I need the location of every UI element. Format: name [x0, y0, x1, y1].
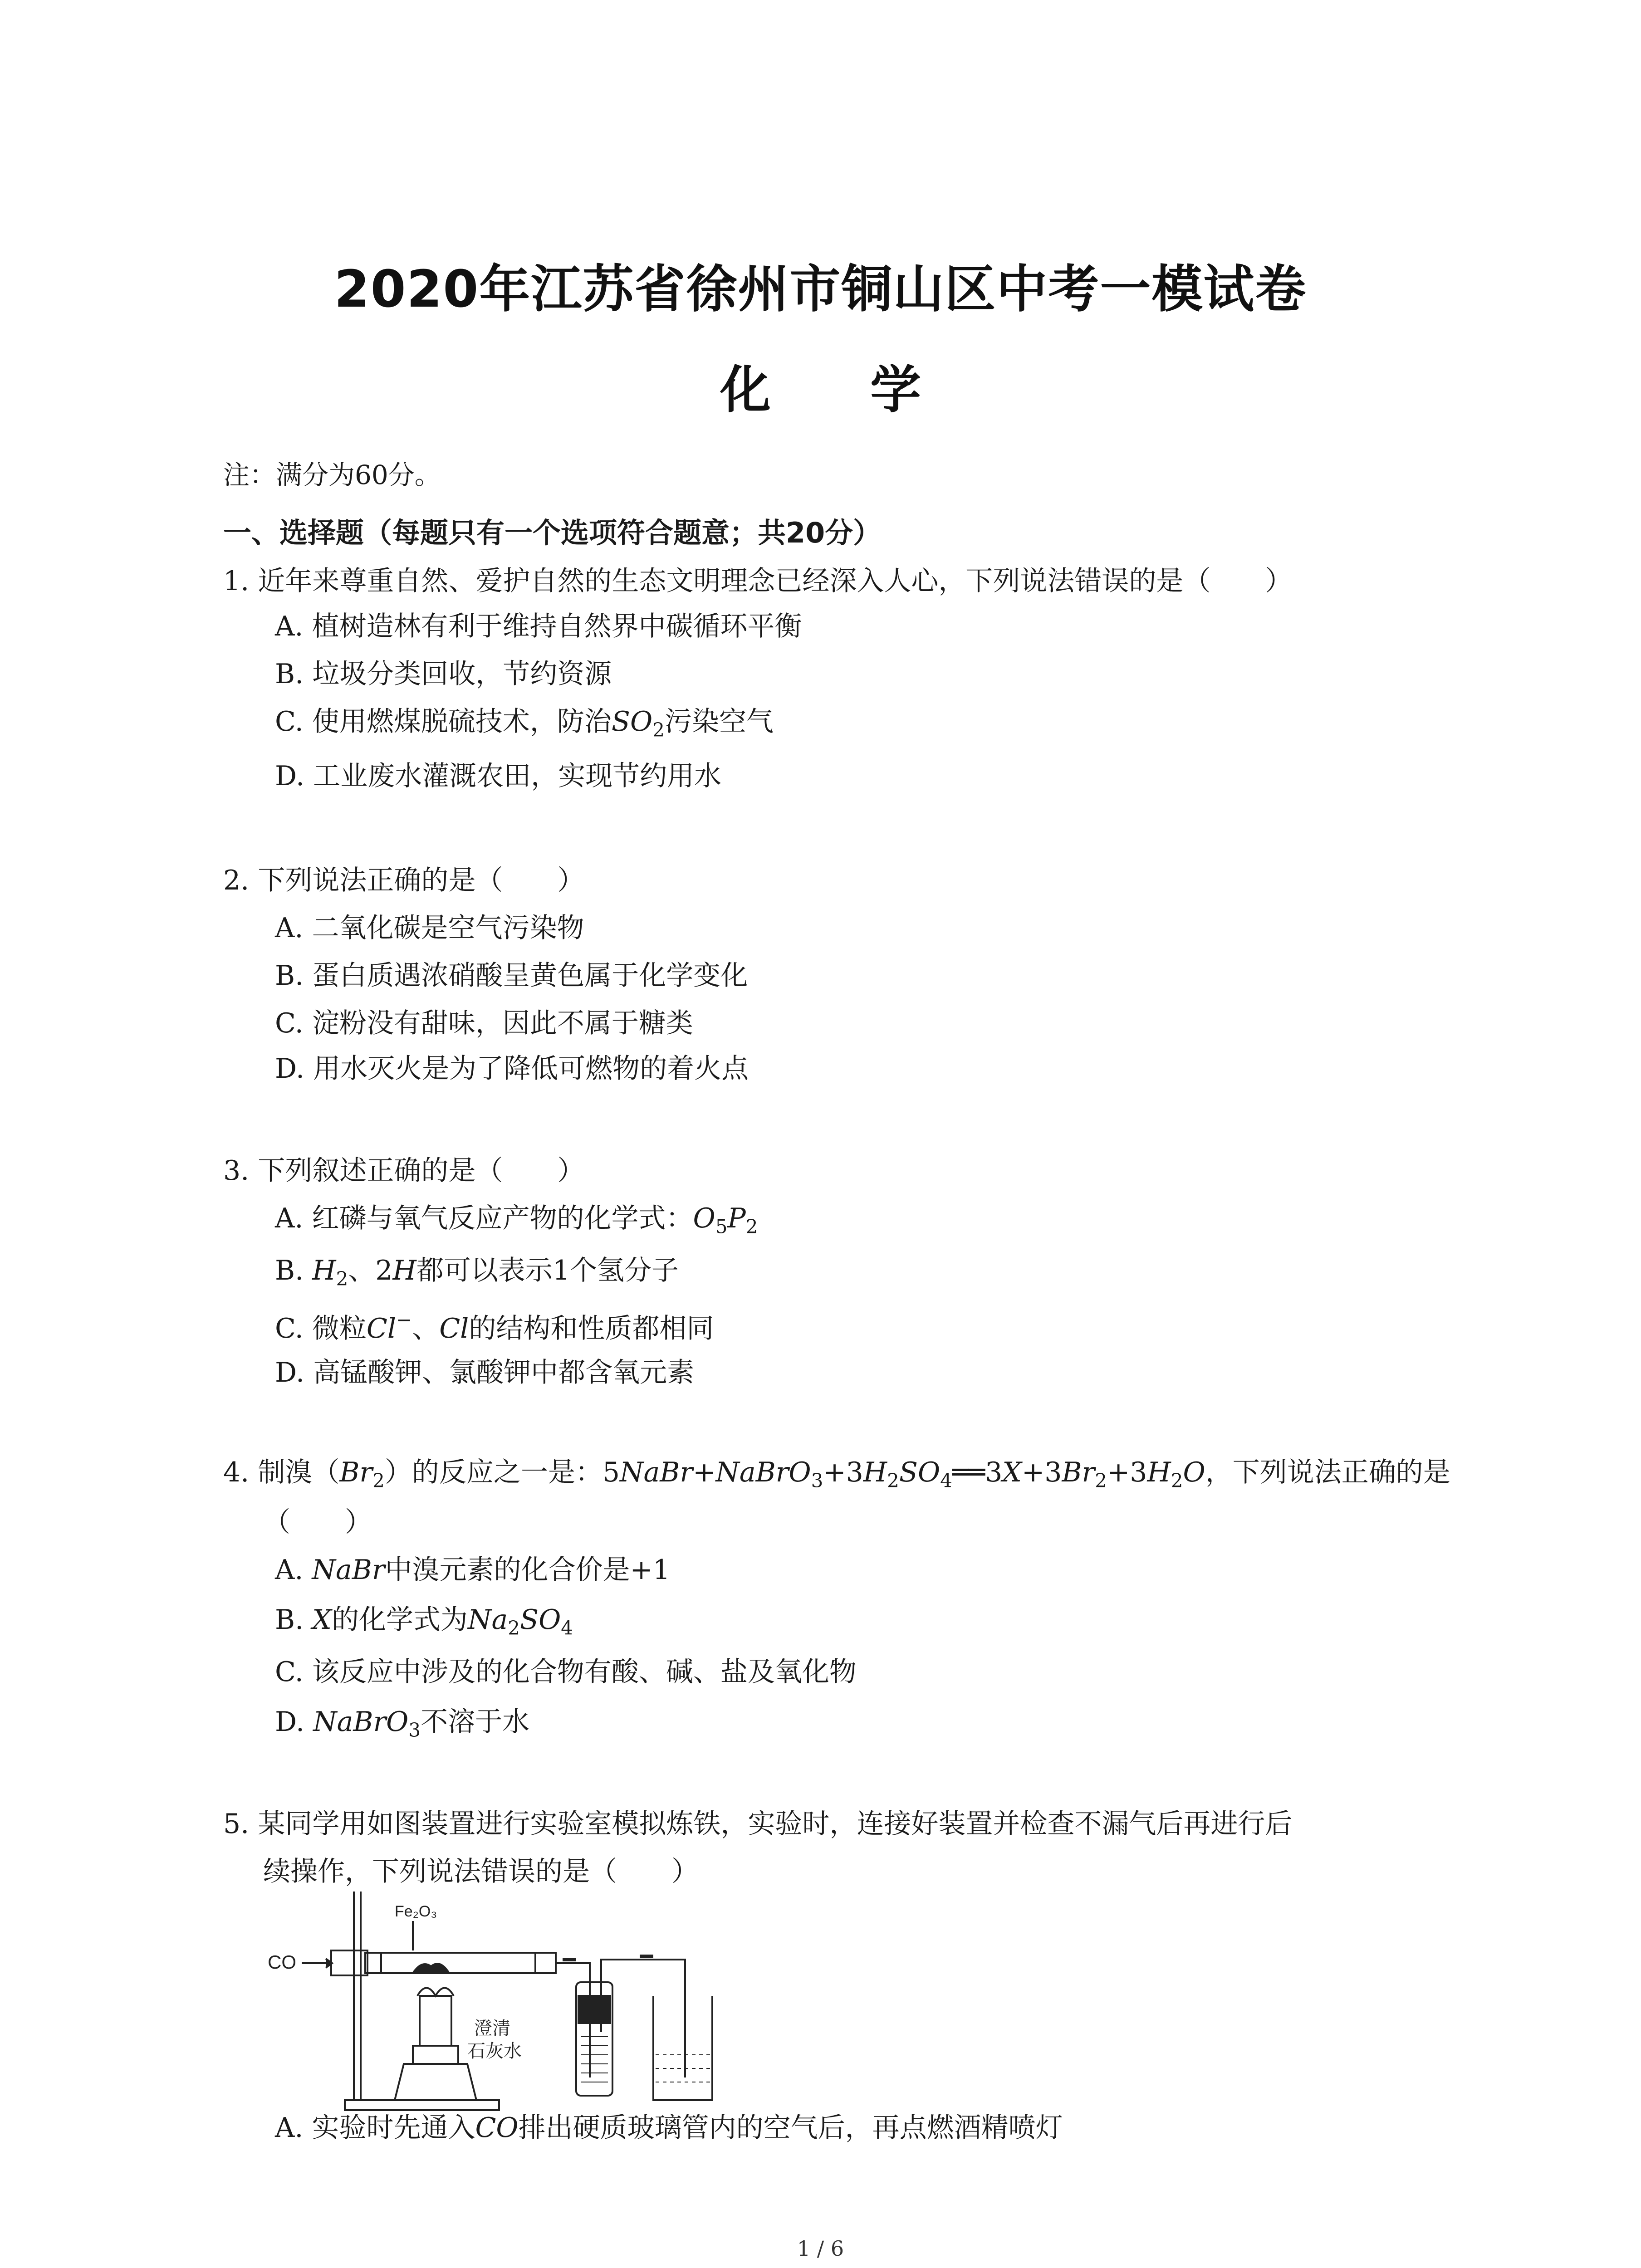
question-2-option-b: B. 蛋白质遇浓硝酸呈黄色属于化学变化 — [275, 960, 748, 992]
question-4-option-b: B. X的化学式为$Na_2SO_4$ — [275, 1604, 573, 1639]
question-2-stem: 2. 下列说法正确的是（ ） — [223, 865, 585, 896]
fe2o3-powder — [413, 1964, 449, 1973]
exam-title: 2020年江苏省徐州市铜山区中考一模试卷 — [334, 260, 1307, 319]
limewater-label-line1: 澄清 — [474, 2019, 510, 2038]
section-heading: 一、选择题（每题只有一个选项符合题意；共20分） — [223, 516, 882, 549]
question-2-option-a: A. 二氧化碳是空气污染物 — [275, 912, 584, 944]
fe2o3-label: Fe₂O₃ — [395, 1903, 437, 1920]
alcohol-burner — [395, 2064, 476, 2100]
limewater-label-line2: 石灰水 — [467, 2041, 522, 2061]
question-4-stem: 4. 制溴$(Br_2)$的反应之一是：$5NaBr+NaBrO_3+3H_2SO_4══3X+3Br_2+3H_2O$，下列说法正确的是 — [223, 1457, 1450, 1492]
question-1-stem: 1. 近年来尊重自然、爱护自然的生态文明理念已经深入人心，下列说法错误的是（ ） — [223, 565, 1293, 597]
question-4-option-d: D. NaBrO$_3$不溶于水 — [275, 1706, 530, 1741]
question-5-stem-continued: 续操作，下列说法错误的是（ ） — [263, 1856, 699, 1887]
question-1-option-a: A. 植树造林有利于维持自然界中碳循环平衡 — [275, 611, 802, 642]
beaker — [653, 1996, 712, 2100]
question-2-option-d: D. 用水灭火是为了降低可燃物的着火点 — [275, 1053, 749, 1085]
question-1-option-c: C. 使用燃煤脱硫技术，防治$SO_2$污染空气 — [275, 706, 774, 741]
hard-glass-tube — [365, 1953, 556, 1973]
question-3-option-c: C. 微粒Cl−、Cl的结构和性质都相同 — [275, 1309, 714, 1345]
question-2-option-c: C. 淀粉没有甜味，因此不属于糖类 — [275, 1007, 693, 1039]
question-5-option-a: A. 实验时先通入CO排出硬质玻璃管内的空气后，再点燃酒精喷灯 — [275, 2112, 1063, 2144]
iron-smelting-apparatus-figure — [263, 1882, 717, 2118]
question-5-stem: 5. 某同学用如图装置进行实验室模拟炼铁，实验时，连接好装置并检查不漏气后再进行后 — [223, 1808, 1293, 1840]
apparatus-drawing — [302, 1892, 712, 2110]
question-4-option-c: C. 该反应中涉及的化合物有酸、碱、盐及氧化物 — [275, 1656, 857, 1688]
question-3-stem: 3. 下列叙述正确的是（ ） — [223, 1155, 585, 1187]
page-number: 1 / 6 — [797, 2236, 844, 2261]
question-3-option-b: B. $H_2$、2H都可以表示1个氢分子 — [275, 1255, 679, 1290]
question-4-option-a: A. NaBr中溴元素的化合价是+1 — [275, 1554, 670, 1586]
subject-title: 化 学 — [720, 361, 962, 420]
question-1-option-b: B. 垃圾分类回收，节约资源 — [275, 658, 612, 690]
question-3-option-d: D. 高锰酸钾、氯酸钾中都含氧元素 — [275, 1357, 695, 1388]
question-4-stem-continued: （ ） — [263, 1506, 372, 1538]
co-label: CO — [268, 1951, 296, 1973]
score-note: 注：满分为60分。 — [223, 459, 441, 490]
flame — [417, 1988, 454, 1996]
question-3-option-a: A. 红磷与氧气反应产物的化学式：$O_5P_2$ — [275, 1202, 758, 1238]
question-1-option-d: D. 工业废水灌溉农田，实现节约用水 — [275, 760, 722, 792]
